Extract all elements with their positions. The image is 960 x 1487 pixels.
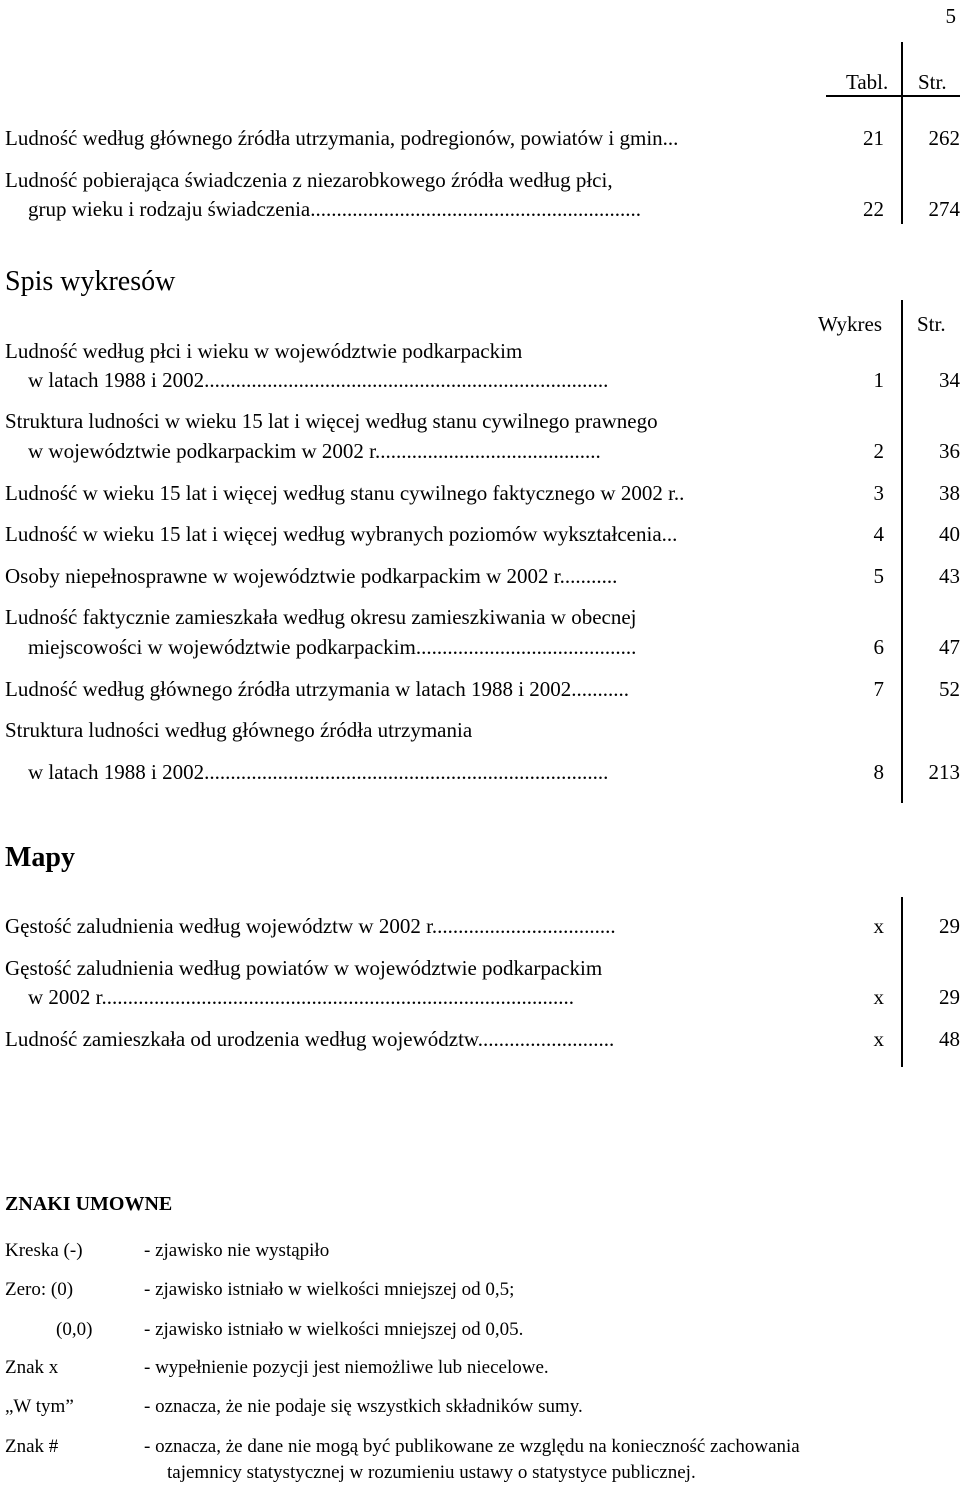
- legend-symbol-w-tym: „W tym”: [5, 1396, 74, 1417]
- map-item-3-number: x: [873, 1027, 884, 1051]
- map-item-2-text: Gęstość zaludnienia według powiatów w województwie podkarpackim: [5, 956, 603, 980]
- chart-item-5-page: 43: [939, 564, 960, 588]
- legend-desc-zero: - zjawisko istniało w wielkości mniejszej od 0,5;: [144, 1279, 515, 1300]
- chart-item-1-number: 1: [873, 368, 884, 392]
- map-item-2-text-cont: w 2002 r..........................................................................................: [28, 985, 574, 1009]
- tables-col-header-tabl: Tabl.: [846, 70, 889, 94]
- chart-item-8-text-cont: w latach 1988 i 2002.............................................................................: [28, 760, 609, 784]
- chart-item-7-number: 7: [873, 677, 884, 701]
- map-item-1-text: Gęstość zaludnienia według województw w 2002 r...................................: [5, 914, 616, 938]
- legend-symbol-zero-decimal: (0,0): [56, 1319, 93, 1340]
- chart-item-2-text: Struktura ludności w wieku 15 lat i więcej według stanu cywilnego prawnego: [5, 409, 658, 433]
- chart-item-6-text-cont: miejscowości w województwie podkarpackim..........................................: [28, 635, 637, 659]
- legend-symbol-hash: Znak #: [5, 1436, 59, 1457]
- legend-desc-hash: - oznacza, że dane nie mogą być publikowane ze względu na konieczność zachowania: [144, 1436, 800, 1457]
- legend-desc-dash: - zjawisko nie wystąpiło: [144, 1240, 330, 1261]
- page-number: 5: [945, 4, 956, 28]
- charts-col-header-str: Str.: [917, 312, 946, 336]
- chart-item-3-text: Ludność w wieku 15 lat i więcej według stanu cywilnego faktycznego w 2002 r..: [5, 481, 685, 505]
- chart-item-2-number: 2: [873, 439, 884, 463]
- map-item-2-number: x: [873, 985, 884, 1009]
- chart-item-3-page: 38: [939, 481, 960, 505]
- chart-item-8-text: Struktura ludności według głównego źródła utrzymania: [5, 718, 473, 742]
- tables-item-2-number: 22: [863, 197, 884, 221]
- tables-column-divider: [901, 42, 903, 224]
- chart-item-5-number: 5: [873, 564, 884, 588]
- charts-section-title: Spis wykresów: [5, 266, 176, 297]
- chart-item-1-text: Ludność według płci i wieku w województwie podkarpackim: [5, 339, 523, 363]
- maps-section-title: Mapy: [5, 842, 75, 873]
- tables-item-1-text: Ludność według głównego źródła utrzymania, podregionów, powiatów i gmin...: [5, 126, 679, 150]
- chart-item-1-page: 34: [939, 368, 960, 392]
- tables-item-1-number: 21: [863, 126, 884, 150]
- legend-symbol-dash: Kreska (-): [5, 1240, 83, 1261]
- tables-item-1-page: 262: [928, 126, 960, 150]
- chart-item-6-page: 47: [939, 635, 960, 659]
- legend-desc-w-tym: - oznacza, że nie podaje się wszystkich składników sumy.: [144, 1396, 583, 1417]
- map-item-1-page: 29: [939, 914, 960, 938]
- chart-item-3-number: 3: [873, 481, 884, 505]
- map-item-3-page: 48: [939, 1027, 960, 1051]
- map-item-1-number: x: [873, 914, 884, 938]
- tables-col-header-str: Str.: [918, 70, 947, 94]
- chart-item-4-number: 4: [873, 522, 884, 546]
- charts-column-divider: [901, 300, 903, 803]
- legend-desc-hash-cont: tajemnicy statystycznej w rozumieniu ustawy o statystyce publicznej.: [167, 1462, 696, 1483]
- tables-item-2-text: Ludność pobierająca świadczenia z niezarobkowego źródła według płci,: [5, 168, 613, 192]
- chart-item-5-text: Osoby niepełnosprawne w województwie podkarpackim w 2002 r...........: [5, 564, 618, 588]
- chart-item-6-text: Ludność faktycznie zamieszkała według okresu zamieszkiwania w obecnej: [5, 605, 637, 629]
- chart-item-7-page: 52: [939, 677, 960, 701]
- map-item-2-page: 29: [939, 985, 960, 1009]
- tables-item-2-page: 274: [928, 197, 960, 221]
- chart-item-2-text-cont: w województwie podkarpackim w 2002 r...........................................: [28, 439, 601, 463]
- chart-item-2-page: 36: [939, 439, 960, 463]
- tables-item-2-text-cont: grup wieku i rodzaju świadczenia...............................................................: [28, 197, 641, 221]
- legend-symbol-x: Znak x: [5, 1357, 59, 1378]
- chart-item-8-number: 8: [873, 760, 884, 784]
- chart-item-6-number: 6: [873, 635, 884, 659]
- map-item-3-text: Ludność zamieszkała od urodzenia według województw..........................: [5, 1027, 615, 1051]
- chart-item-7-text: Ludność według głównego źródła utrzymania w latach 1988 i 2002...........: [5, 677, 630, 701]
- maps-column-divider: [901, 897, 903, 1067]
- chart-item-8-page: 213: [928, 760, 960, 784]
- chart-item-1-text-cont: w latach 1988 i 2002.............................................................................: [28, 368, 609, 392]
- chart-item-4-page: 40: [939, 522, 960, 546]
- legend-desc-x: - wypełnienie pozycji jest niemożliwe lub niecelowe.: [144, 1357, 549, 1378]
- chart-item-4-text: Ludność w wieku 15 lat i więcej według wybranych poziomów wykształcenia...: [5, 522, 678, 546]
- legend-symbol-zero: Zero: (0): [5, 1279, 74, 1300]
- tables-header-rule: [826, 95, 960, 97]
- charts-col-header-wykres: Wykres: [818, 312, 883, 336]
- legend-desc-zero-decimal: - zjawisko istniało w wielkości mniejszej od 0,05.: [144, 1319, 524, 1340]
- legend-title: ZNAKI UMOWNE: [5, 1193, 173, 1215]
